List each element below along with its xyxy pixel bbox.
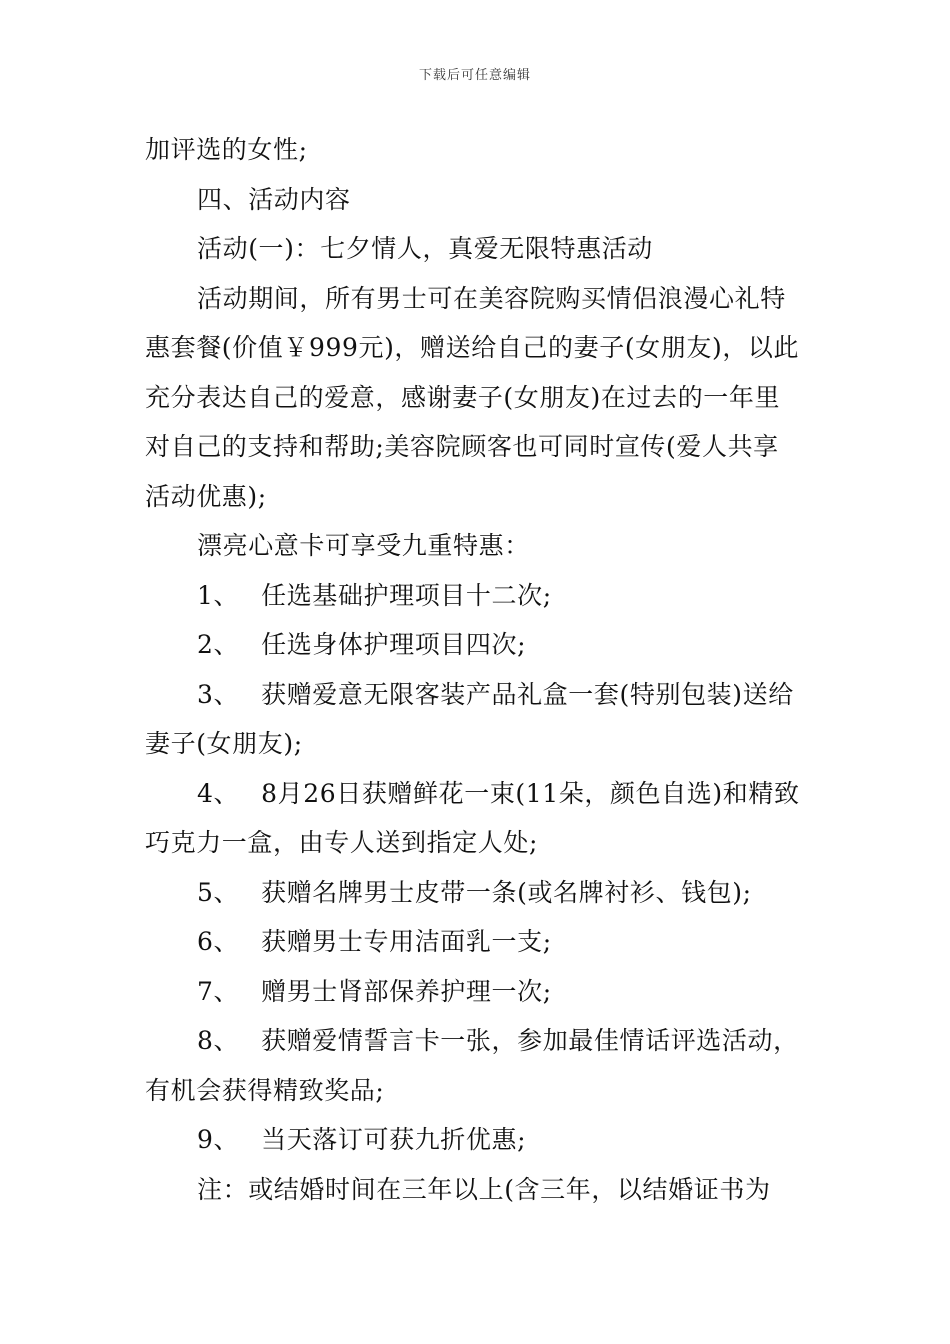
list-item (145, 670, 810, 720)
list-item (145, 967, 810, 1017)
paragraph-line: 加评选的女性; (145, 135, 308, 164)
list-number: 3、 (197, 679, 240, 709)
list-number: 7、 (197, 976, 240, 1006)
list-intro: 漂亮心意卡可享受九重特惠： (197, 531, 530, 560)
note-line: 注：或结婚时间在三年以上(含三年，以结婚证书为 (197, 1174, 771, 1204)
document-body (145, 125, 810, 1214)
list-item (145, 620, 810, 670)
list-text: 任选身体护理项目四次; (261, 630, 527, 659)
list-item-continuation: 妻子(女朋友); (145, 729, 303, 758)
list-number: 5、 (197, 877, 240, 907)
paragraph-line: 活动优惠); (145, 481, 267, 511)
list-text: 获赠名牌男士皮带一条(或名牌衬衫、钱包); (261, 877, 752, 907)
list-number: 1、 (197, 580, 240, 610)
list-text: 获赠爱情誓言卡一张，参加最佳情话评选活动， (261, 1026, 799, 1055)
paragraph-line: 活动期间，所有男士可在美容院购买情侣浪漫心礼特 (197, 283, 786, 313)
activity-title: 活动(一)：七夕情人，真爱无限特惠活动 (197, 234, 653, 263)
list-text: 获赠男士专用洁面乳一支; (261, 927, 552, 956)
list-number: 4、 (197, 778, 240, 808)
paragraph-line: 充分表达自己的爱意，感谢妻子(女朋友)在过去的一年里 (145, 382, 781, 412)
list-item-continuation: 有机会获得精致奖品; (145, 1075, 385, 1105)
list-number: 2、 (197, 630, 240, 659)
list-number: 9、 (197, 1125, 240, 1154)
paragraph-line: 惠套餐(价值￥999元)，赠送给自己的妻子(女朋友)，以此 (145, 333, 800, 362)
list-text: 赠男士肾部保养护理一次; (261, 976, 552, 1006)
page-header: 下载后可任意编辑 (418, 68, 531, 83)
paragraph-line: 对自己的支持和帮助;美容院顾客也可同时宣传(爱人共享 (145, 432, 779, 461)
list-text: 当天落订可获九折优惠; (261, 1125, 527, 1154)
list-text: 任选基础护理项目十二次; (261, 580, 552, 610)
list-number: 8、 (197, 1026, 240, 1055)
section-heading: 四、活动内容 (197, 184, 351, 214)
list-number: 6、 (197, 927, 240, 956)
list-item (145, 868, 810, 918)
list-text: 8月26日获赠鲜花一束(11朵，颜色自选)和精致 (261, 778, 800, 808)
list-item (145, 1016, 810, 1066)
list-item-continuation: 巧克力一盒，由专人送到指定人处; (145, 828, 539, 857)
list-item (145, 769, 810, 819)
list-item (145, 917, 810, 967)
list-item (145, 571, 810, 621)
list-text: 获赠爱意无限客装产品礼盒一套(特别包装)送给 (261, 679, 794, 709)
list-item (145, 1115, 810, 1165)
